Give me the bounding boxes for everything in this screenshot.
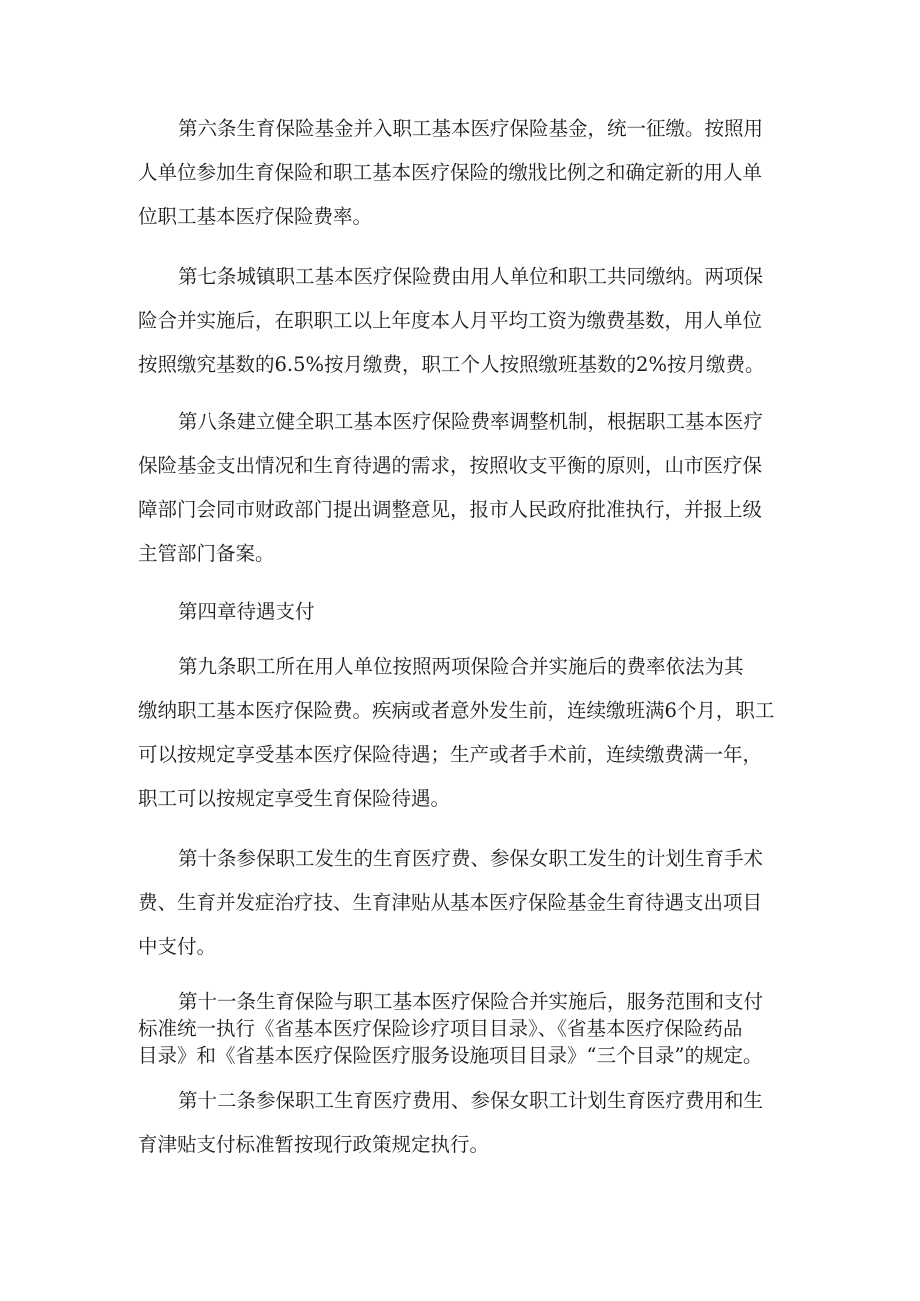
article-11-paragraph xyxy=(138,988,788,1069)
article-12-paragraph xyxy=(138,1079,788,1167)
chapter-title: 第四章待遇支付 xyxy=(178,600,315,623)
text-line: 障部门会同市财政部门提出调整意见，报市人民政府批准执行，并报上级 xyxy=(138,498,763,521)
text-line: 按照缴究基数的6.5%按月缴费，职工个人按照缴班基数的2%按月缴费。 xyxy=(138,353,765,376)
text-line: 费、生育并发症治疗技、生育津贴从基本医疗保险基金生育待遇支出项目 xyxy=(138,891,763,914)
text-line: 缴纳职工基本医疗保险费。疾病或者意外发生前，连续缴班满6个月，职工 xyxy=(138,699,775,722)
text-line: 第六条生育保险基金并入职工基本医疗保险基金，统一征缴。按照用 xyxy=(178,117,764,140)
article-6-paragraph xyxy=(138,107,788,239)
text-line: 中支付。 xyxy=(138,935,217,958)
text-line: 第七条城镇职工基本医疗保险费由用人单位和职工共同缴纳。两项保 xyxy=(178,265,764,288)
article-9-paragraph xyxy=(138,645,788,821)
text-line: 目录》和《省基本医疗保险医疗服务设施项目目录》“三个目录”的规定。 xyxy=(138,1044,763,1067)
article-7-paragraph xyxy=(138,255,788,387)
text-line: 保险基金支出情况和生育待遇的需求，按照收支平衡的原则，山市医疗保 xyxy=(138,454,763,477)
article-10-paragraph xyxy=(138,837,788,969)
text-line: 第八条建立健全职工基本医疗保险费率调整机制，根据职工基本医疗 xyxy=(178,410,764,433)
text-line: 第九条职工所在用人单位按照两项保险合并实施后的费率依法为其 xyxy=(178,655,744,678)
text-line: 育津贴支付标准暂按现行政策规定执行。 xyxy=(138,1133,490,1156)
text-line: 第十条参保职工发生的生育医疗费、参保女职工发生的计划生育手术 xyxy=(178,847,764,870)
article-8-paragraph xyxy=(138,400,788,576)
text-line: 职工可以按规定享受生育保险待遇。 xyxy=(138,787,451,810)
text-line: 人单位参加生育保险和职工基本医疗保险的缴戕比例之和确定新的用人单 xyxy=(138,161,763,184)
text-line: 第十一条生育保险与职工基本医疗保险合并实施后，服务范围和支付 xyxy=(178,990,764,1013)
text-line: 险合并实施后，在职职工以上年度本人月平均工资为缴费基数，用人单位 xyxy=(138,309,763,332)
text-line: 标准统一执行《省基本医疗保险诊疗项目目录》、《省基本医疗保险药品 xyxy=(138,1017,743,1040)
chapter-4-heading xyxy=(138,590,788,634)
text-line: 位职工基本医疗保险费率。 xyxy=(138,205,373,228)
text-line: 第十二条参保职工生育医疗费用、参保女职工计划生育医疗费用和生 xyxy=(178,1089,764,1112)
text-line: 可以按规定享受基本医疗保险待遇；生产或者手术前，连续缴费满一年， xyxy=(138,743,763,766)
text-line: 主管部门备案。 xyxy=(138,542,275,565)
